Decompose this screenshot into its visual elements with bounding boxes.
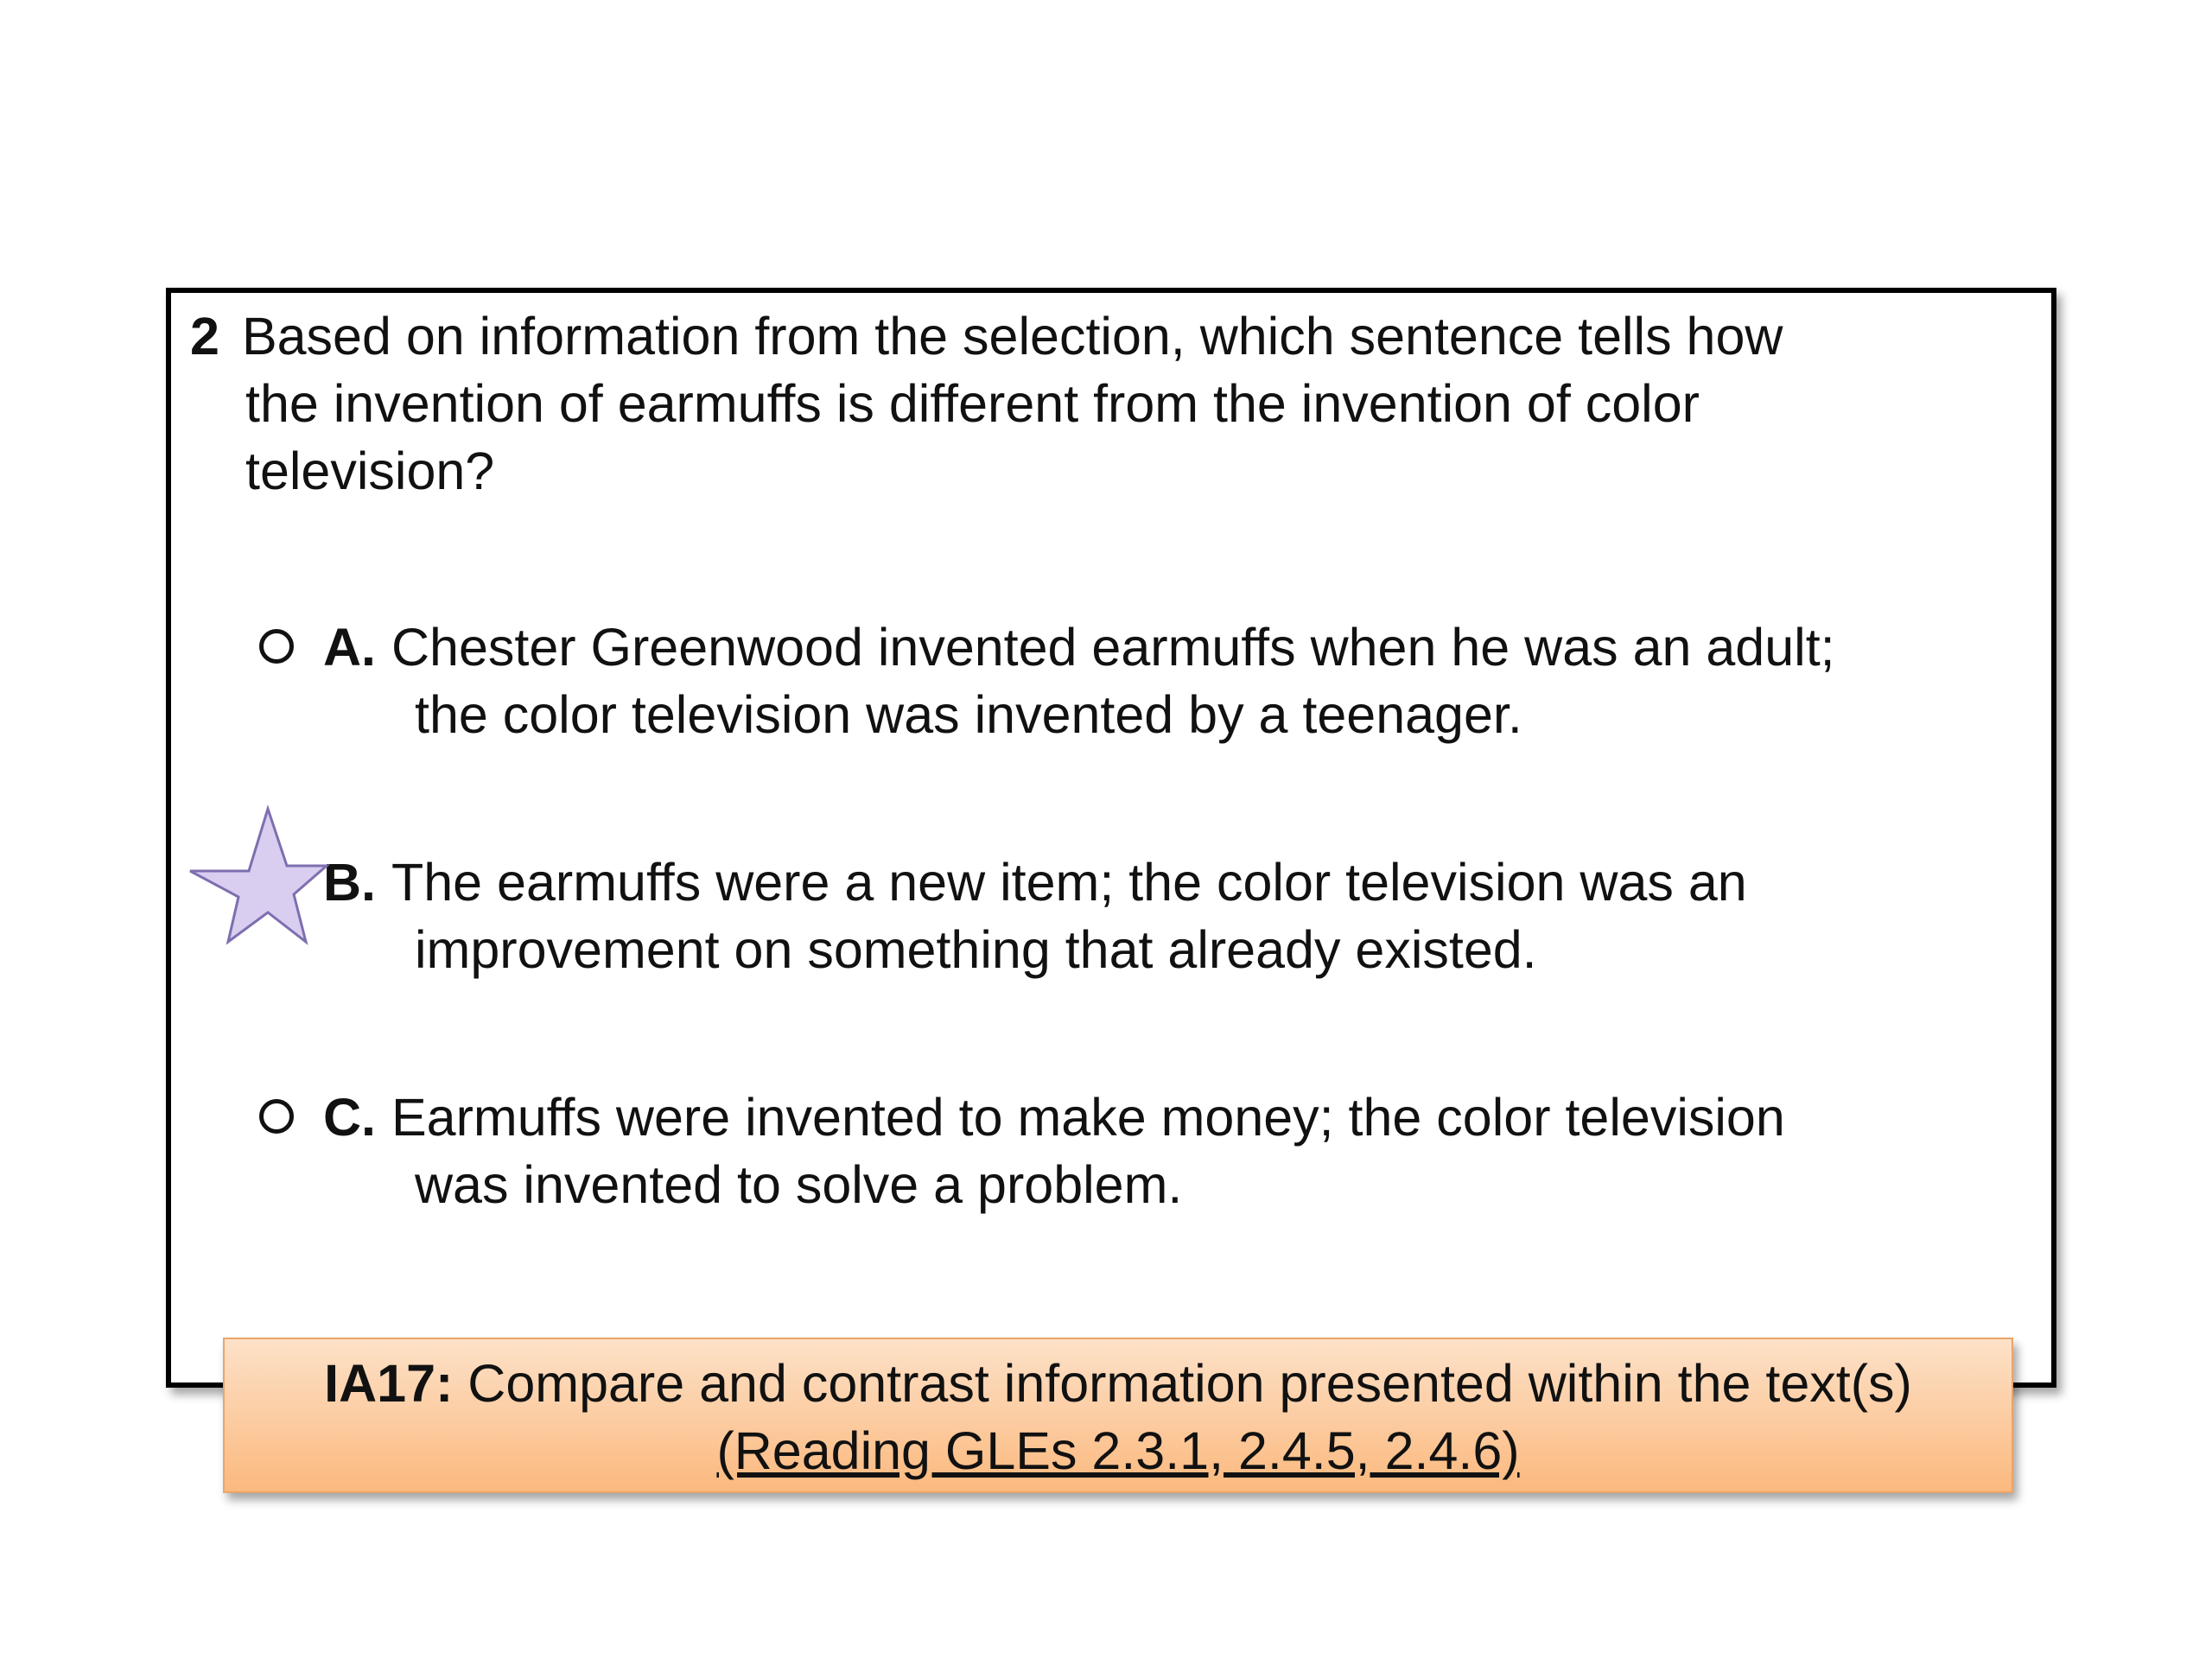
question-text-line-2: the invention of earmuffs is different from the invention of color — [245, 374, 1700, 433]
option-a[interactable] — [259, 613, 1987, 748]
standard-line-2 — [225, 1417, 2012, 1484]
standard-description: Compare and contrast information presented within the text(s) — [467, 1354, 1912, 1413]
question-number: 2 — [190, 307, 219, 365]
option-a-line-1 — [259, 613, 1987, 681]
question-line-1 — [190, 302, 2005, 370]
option-a-letter: A. — [323, 618, 376, 677]
option-b-line-1 — [259, 849, 1987, 916]
option-c[interactable] — [259, 1084, 1987, 1218]
option-b-text-2: improvement on something that already existed. — [415, 920, 1537, 979]
standard-callout — [223, 1338, 2013, 1493]
option-b-letter: B. — [323, 853, 376, 912]
option-b-text-1: The earmuffs were a new item; the color television was an — [391, 853, 1747, 912]
star-icon — [183, 804, 330, 946]
option-c-text-2: was invented to solve a problem. — [415, 1155, 1183, 1214]
question-stem — [190, 302, 2005, 505]
standard-line-1 — [225, 1350, 2012, 1417]
option-c-text-1: Earmuffs were invented to make money; the color television — [391, 1088, 1785, 1147]
question-text-line-3: television? — [245, 442, 495, 500]
standard-reference-link[interactable]: (Reading GLEs 2.3.1, 2.4.5, 2.4.6) — [716, 1421, 1520, 1480]
option-a-radio[interactable] — [259, 629, 294, 664]
standard-code: IA17: — [324, 1354, 454, 1413]
question-text-line-1: Based on information from the selection, which sentence tells how — [241, 307, 1783, 365]
option-b[interactable] — [259, 849, 1987, 983]
option-a-text-2: the color television was invented by a teenager. — [415, 685, 1522, 744]
option-a-text-1: Chester Greenwood invented earmuffs when he was an adult; — [391, 618, 1835, 677]
option-c-line-1 — [259, 1084, 1987, 1151]
option-c-letter: C. — [323, 1088, 376, 1147]
option-c-radio[interactable] — [259, 1099, 294, 1134]
